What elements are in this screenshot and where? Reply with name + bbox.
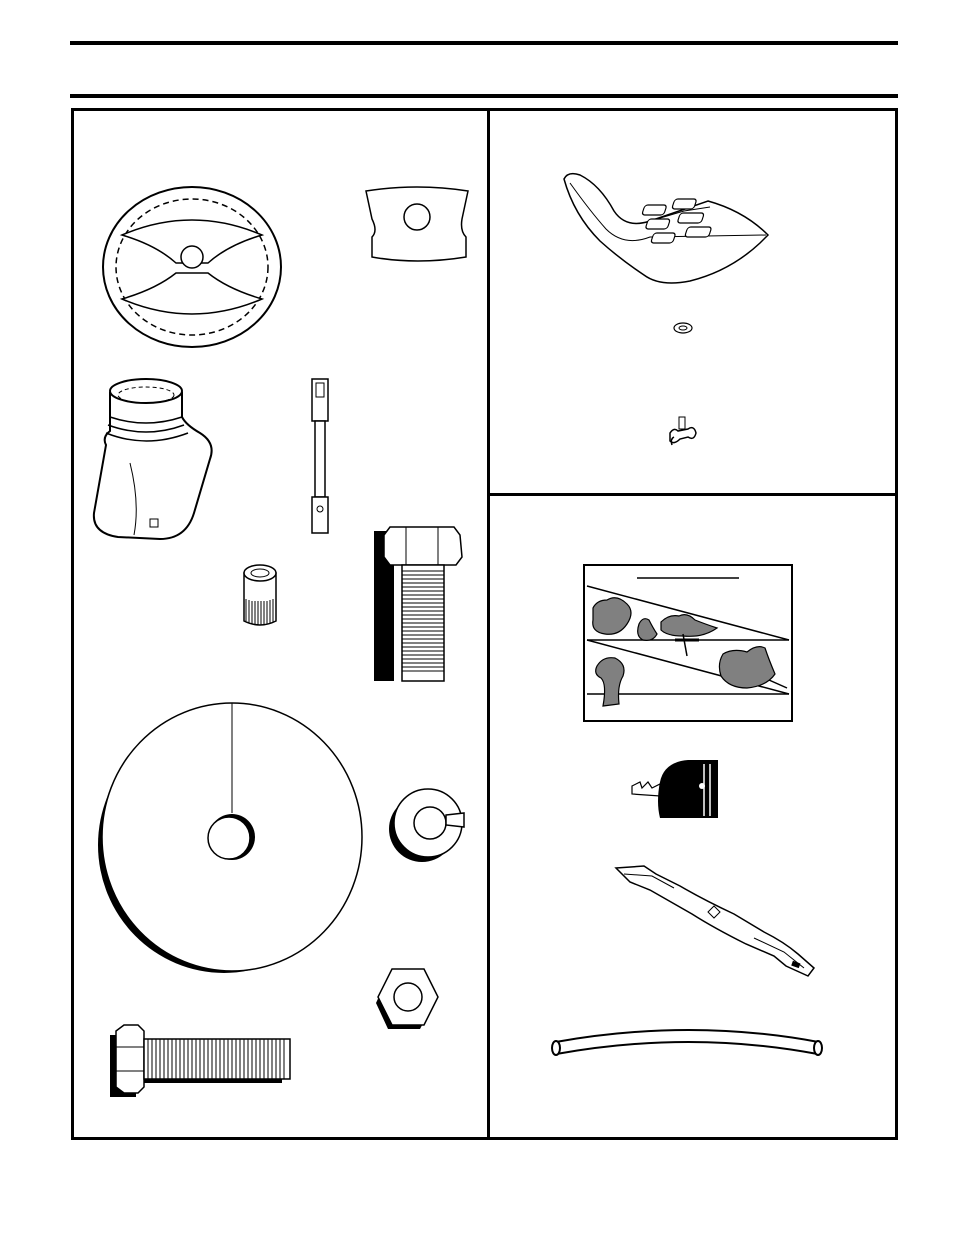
header-rule-top	[70, 41, 898, 45]
slope-guide-icon	[583, 564, 793, 724]
hex-bolt-large-icon	[366, 521, 468, 687]
lock-washer-icon	[386, 783, 470, 873]
parts-panel-right-top	[487, 108, 898, 496]
bushing-icon	[240, 563, 280, 633]
mower-blade-icon	[614, 860, 816, 980]
hex-nut-icon	[372, 963, 444, 1035]
steering-shaft-extension-icon	[308, 377, 332, 535]
header-rule-bottom	[70, 94, 898, 98]
steering-wheel-icon	[100, 185, 284, 349]
seat-icon	[560, 171, 772, 287]
ignition-key-icon	[626, 758, 722, 822]
fuel-hose-icon	[550, 1018, 824, 1060]
wing-knob-icon	[668, 415, 698, 449]
steering-adapter-icon	[362, 187, 472, 263]
steering-boot-icon	[90, 373, 216, 543]
parts-panel-left	[71, 108, 490, 1140]
hex-bolt-long-icon	[108, 1023, 294, 1099]
flat-washer-icon	[96, 701, 368, 977]
seat-washer-icon	[672, 321, 694, 335]
parts-panel-right-bottom	[487, 493, 898, 1140]
